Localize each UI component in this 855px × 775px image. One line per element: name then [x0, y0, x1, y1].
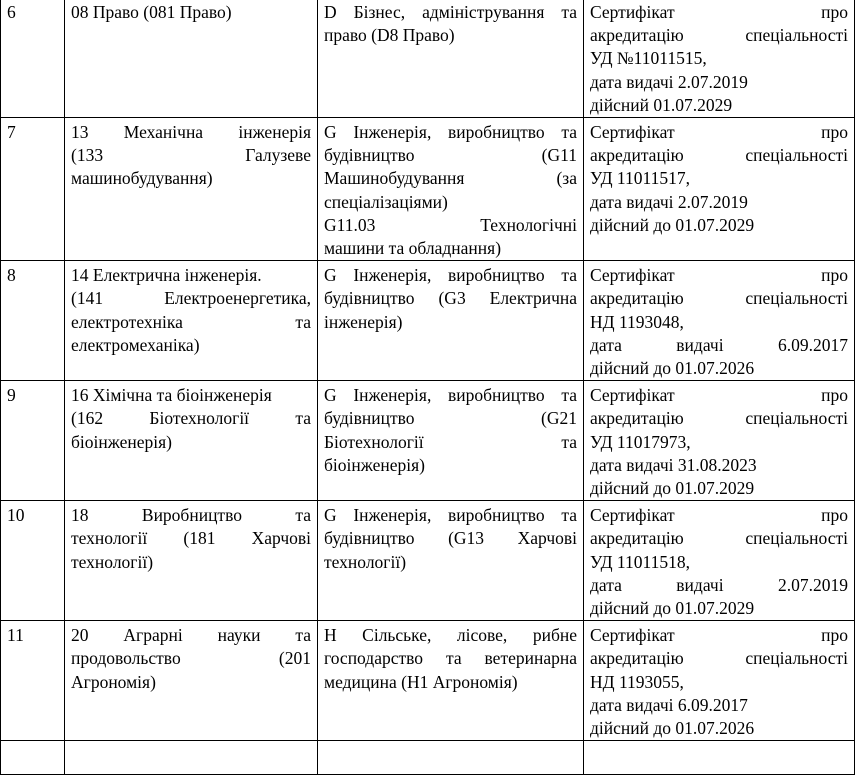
field-line: будівництво (G13 Харчові	[324, 528, 577, 549]
spec-line: 14 Електрична інженерія.	[71, 265, 262, 286]
cert-line: дата видачі 6.09.2017	[590, 334, 848, 355]
spec-line: (162 Біотехнології та	[71, 408, 311, 429]
field-line: спеціалізаціями)	[324, 191, 448, 212]
certificate-text	[590, 384, 848, 500]
row-number: 7	[7, 122, 16, 143]
row-number: 9	[7, 385, 16, 406]
specialty-text	[71, 504, 311, 574]
field-of-knowledge-text	[324, 264, 577, 334]
cert-line: дійсний 01.07.2029	[590, 94, 733, 115]
cert-line: Сертифікат про	[590, 625, 848, 646]
specialty-cell	[65, 118, 318, 261]
field-line: будівництво (G3 Електрична	[324, 288, 577, 309]
certificate-text	[590, 1, 848, 117]
certificate-cell	[584, 621, 855, 741]
field-of-knowledge-text	[324, 384, 577, 477]
specialty-text	[71, 384, 311, 454]
field-line: Машинобудування (за	[324, 168, 577, 189]
specialty-text	[71, 624, 311, 694]
cert-line: акредитацію спеціальності	[590, 288, 848, 309]
spec-line: 08 Право (081 Право)	[71, 2, 232, 22]
cert-line: акредитацію спеціальності	[590, 648, 848, 669]
cert-line: дійсний до 01.07.2026	[590, 718, 755, 739]
table-row	[1, 118, 855, 261]
certificate-cell	[584, 741, 855, 775]
certificate-text	[590, 624, 848, 740]
spec-line: електротехніка та	[71, 311, 311, 332]
spec-line: електромеханіка)	[71, 334, 200, 355]
specialty-cell	[65, 501, 318, 621]
cert-line: Сертифікат про	[590, 505, 848, 526]
cert-line: Сертифікат про	[590, 122, 848, 143]
row-number: 6	[7, 2, 16, 22]
cert-line: НД 1193048,	[590, 311, 684, 332]
certificate-cell	[584, 261, 855, 381]
specialty-text	[71, 1, 311, 24]
cert-line: дійсний до 01.07.2029	[590, 478, 755, 499]
table-row	[1, 501, 855, 621]
cert-line: Сертифікат про	[590, 265, 848, 286]
field-line: G11.03 Технологічні	[324, 214, 577, 235]
cert-line: УД №11011515,	[590, 48, 707, 69]
cert-line: дійсний до 01.07.2029	[590, 598, 755, 619]
spec-line: біоінженерія)	[71, 431, 172, 452]
field-line: G Інженерія, виробництво та	[324, 505, 577, 526]
certificate-cell	[584, 381, 855, 501]
spec-line: технології)	[71, 551, 154, 572]
row-number-cell	[1, 381, 65, 501]
field-line: інженерія)	[324, 311, 403, 332]
field-of-knowledge-text	[324, 121, 577, 260]
field-line: машини та обладнання)	[324, 238, 502, 259]
row-number-cell	[1, 741, 65, 775]
cert-line: дата видачі 2.07.2019	[590, 574, 848, 595]
field-line: технології)	[324, 551, 407, 572]
table-body	[1, 0, 855, 775]
specialty-cell	[65, 741, 318, 775]
cert-line: акредитацію спеціальності	[590, 145, 848, 166]
field-of-knowledge-cell	[318, 381, 584, 501]
row-number-cell	[1, 261, 65, 381]
field-of-knowledge-cell	[318, 621, 584, 741]
spec-line: 16 Хімічна та біоінженерія	[71, 385, 272, 406]
spec-line: Агрономія)	[71, 671, 156, 692]
field-of-knowledge-cell	[318, 501, 584, 621]
cert-line: УД 11011518,	[590, 551, 691, 572]
certificate-text	[590, 504, 848, 620]
cert-line: акредитацію спеціальності	[590, 25, 848, 46]
field-line: G Інженерія, виробництво та	[324, 122, 577, 143]
cert-line: дата видачі 2.07.2019	[590, 71, 748, 92]
row-number: 10	[7, 505, 25, 526]
spec-line: машинобудування)	[71, 168, 213, 189]
certificate-text	[590, 121, 848, 237]
field-line: D Бізнес, адміністрування та	[324, 2, 577, 22]
specialty-cell	[65, 621, 318, 741]
table-row	[1, 0, 855, 118]
cert-line: дата видачі 2.07.2019	[590, 191, 748, 212]
specialty-text	[71, 264, 311, 357]
table-row	[1, 621, 855, 741]
table-row	[1, 261, 855, 381]
cert-line: дійсний до 01.07.2026	[590, 358, 755, 379]
field-of-knowledge-text	[324, 504, 577, 574]
table-row	[1, 381, 855, 501]
cert-line: дійсний до 01.07.2029	[590, 214, 755, 235]
cert-line: Сертифікат про	[590, 2, 848, 22]
cert-line: Сертифікат про	[590, 385, 848, 406]
cert-line: НД 1193055,	[590, 671, 684, 692]
cert-line: дата видачі 6.09.2017	[590, 694, 748, 715]
cert-line: дата видачі 31.08.2023	[590, 454, 757, 475]
row-number-cell	[1, 0, 65, 118]
field-of-knowledge-text	[324, 1, 577, 47]
field-line: H Сільське, лісове, рибне	[324, 625, 577, 646]
row-number-cell	[1, 621, 65, 741]
row-number: 8	[7, 265, 16, 286]
spec-line: (141 Електроенергетика,	[71, 288, 311, 309]
field-of-knowledge-text	[324, 624, 577, 694]
spec-line: (133 Галузеве	[71, 145, 311, 166]
field-of-knowledge-cell	[318, 261, 584, 381]
spec-line: 13 Механічна інженерія	[71, 122, 311, 143]
specialty-text	[71, 121, 311, 191]
cert-line: акредитацію спеціальності	[590, 408, 848, 429]
cert-line: акредитацію спеціальності	[590, 528, 848, 549]
field-of-knowledge-cell	[318, 0, 584, 118]
specialty-cell	[65, 261, 318, 381]
field-line: G Інженерія, виробництво та	[324, 385, 577, 406]
field-of-knowledge-cell	[318, 118, 584, 261]
field-line: медицина (H1 Агрономія)	[324, 671, 518, 692]
field-of-knowledge-cell	[318, 741, 584, 775]
field-line: G Інженерія, виробництво та	[324, 265, 577, 286]
field-line: Біотехнології та	[324, 431, 577, 452]
spec-line: 20 Аграрні науки та	[71, 625, 311, 646]
spec-line: 18 Виробництво та	[71, 505, 311, 526]
row-number-cell	[1, 501, 65, 621]
specialty-cell	[65, 381, 318, 501]
row-number-cell	[1, 118, 65, 261]
cert-line: УД 11017973,	[590, 431, 691, 452]
cert-line: УД 11011517,	[590, 168, 691, 189]
field-line: біоінженерія)	[324, 454, 425, 475]
table-row-partial	[1, 741, 855, 775]
field-line: будівництво (G11	[324, 145, 577, 166]
certificate-cell	[584, 501, 855, 621]
certificate-cell	[584, 0, 855, 118]
specialty-cell	[65, 0, 318, 118]
certificate-text	[590, 264, 848, 380]
spec-line: технології (181 Харчові	[71, 528, 311, 549]
row-number: 11	[7, 625, 24, 646]
spec-line: продовольство (201	[71, 648, 311, 669]
certificate-cell	[584, 118, 855, 261]
field-line: будівництво (G21	[324, 408, 577, 429]
field-line: право (D8 Право)	[324, 25, 455, 46]
field-line: господарство та ветеринарна	[324, 648, 577, 669]
